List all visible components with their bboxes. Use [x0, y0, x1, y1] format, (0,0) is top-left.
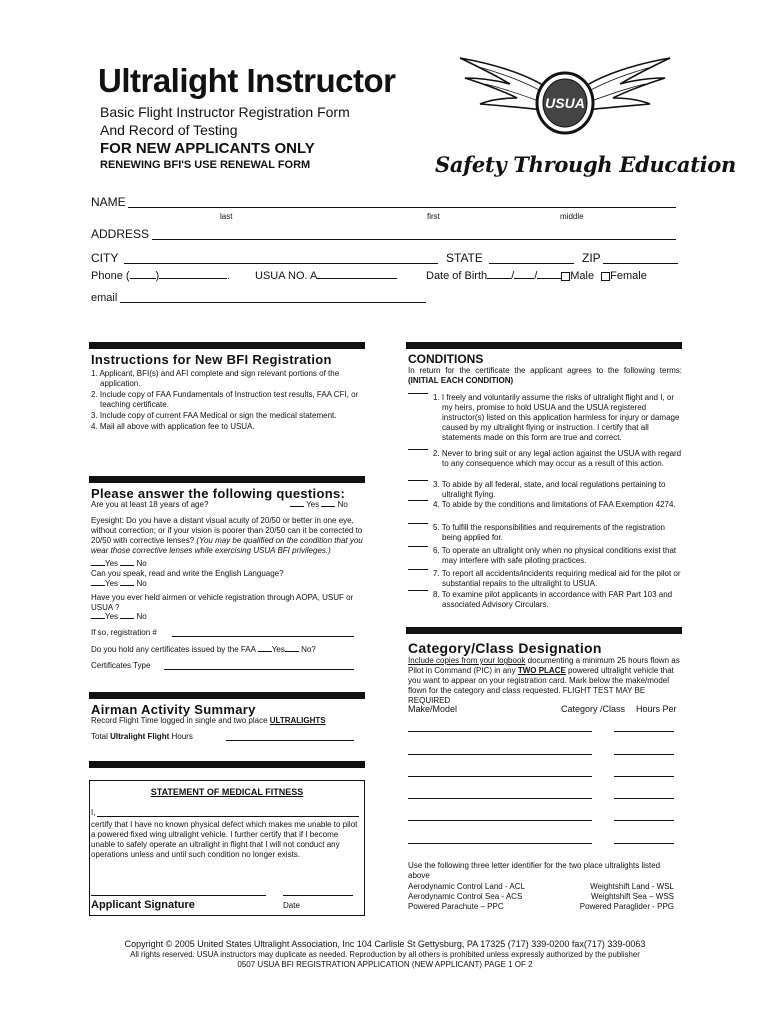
identifier-item: Powered Parachute – PPC [408, 902, 504, 911]
date-field[interactable] [283, 895, 353, 896]
airman-record-text: Record Flight Time logged in single and two place ULTRALIGHTS [91, 716, 326, 725]
condition-initial-blank[interactable] [408, 480, 428, 481]
condition-initial-blank[interactable] [408, 500, 428, 501]
condition-initial-blank[interactable] [408, 590, 428, 591]
instructions-list [91, 369, 366, 432]
medical-i-label: I, [91, 808, 96, 817]
dob-label: Date of Birth / / Male Female [426, 270, 647, 282]
eyesight-yes-blank[interactable] [91, 565, 105, 566]
eyesight-question: Eyesight: Do you have a distant visual acuity of 20/50 or better in one eye, without correction; or if your vision is poorer than 20/50 can it be corrected to 20/50 with corrective lenses? (You may be qualified on the condition that you wear those corrective lenses while exercising USUA BFI privileges.) [91, 516, 363, 555]
category-class-header: Category /Class [561, 704, 626, 714]
english-no-blank[interactable] [120, 585, 134, 586]
identifier-item: Weightshift Land - WSL [590, 882, 674, 891]
identifiers-left [408, 882, 525, 912]
conditions-bar [406, 342, 682, 349]
middle-label: middle [560, 212, 584, 221]
last-label: last [220, 212, 233, 221]
category-class-field[interactable] [614, 820, 674, 821]
email-field[interactable] [120, 302, 426, 303]
hours-header: Hours Per [636, 704, 677, 714]
make-model-header: Make/Model [408, 704, 458, 714]
identifier-item: Aerodynamic Control Sea - ACS [408, 892, 523, 901]
questions-bar [89, 476, 365, 483]
identifier-item: Weightshift Sea – WSS [591, 892, 674, 901]
age-yes-blank[interactable] [290, 506, 304, 507]
category-bar [406, 627, 682, 634]
identifier-item: Powered Paraglider - PPG [579, 902, 674, 911]
date-label: Date [283, 901, 300, 910]
english-yes-blank[interactable] [91, 585, 105, 586]
category-class-field[interactable] [614, 843, 674, 844]
slogan: Safety Through Education [435, 152, 736, 177]
category-class-field[interactable] [614, 754, 674, 755]
dob-month-field[interactable] [487, 278, 511, 279]
total-hours-field[interactable] [226, 740, 354, 741]
zip-field[interactable] [603, 263, 678, 264]
condition-item: 1. I freely and voluntarily assume the risks of ultralight flight and I, or my heirs, promise to hold USUA and the USUA registered instructor(s) listed on this application harmless for injury or damage caused by my ultralight flying or instruction. I certify that all statements made on this form are true and correct. [408, 393, 682, 443]
footer-page-id: 0507 USUA BFI REGISTRATION APPLICATION (NEW APPLICANT) PAGE 1 OF 2 [237, 960, 533, 969]
category-class-field[interactable] [614, 731, 674, 732]
english-question: Can you speak, read and write the English Language? [91, 569, 284, 578]
eyesight-no-blank[interactable] [120, 565, 134, 566]
usua-no-field[interactable] [317, 278, 397, 279]
form-subtitle-2: And Record of Testing [100, 122, 238, 138]
female-checkbox[interactable] [601, 272, 610, 281]
new-applicants-heading: FOR NEW APPLICANTS ONLY [100, 140, 315, 157]
city-field[interactable] [124, 263, 438, 264]
address-label: ADDRESS [91, 227, 150, 241]
condition-item: 6. To operate an ultralight only when no physical conditions exist that may interfere with safe piloting practices. [408, 546, 682, 566]
instructions-bar [89, 342, 365, 349]
airman-title: Airman Activity Summary [91, 702, 256, 717]
signature-label: Applicant Signature [91, 899, 195, 911]
email-label: email [91, 292, 118, 304]
identifier-note: Use the following three letter identifier for the two place ultralights listed above [408, 861, 661, 880]
footer-rights: All rights reserved. USUA instructors may duplicate as needed. Reproduction by all others is prohibited unless expressly authorized by the publisher [130, 950, 640, 959]
conditions-intro: In return for the certificate the applicant agrees to the following terms: (INITIAL EACH CONDITION) [408, 366, 682, 385]
cert-type-field[interactable] [164, 669, 354, 670]
airman-bar [89, 692, 365, 699]
medical-name-field[interactable] [97, 816, 359, 817]
footer-copyright: Copyright © 2005 United States Ultralight Association, Inc 104 Carlisle St Gettysburg, PA 17325 (717) 339-0200 fax(717) 339-0063 [124, 939, 646, 949]
first-label: first [427, 212, 440, 221]
phone-field[interactable] [159, 278, 227, 279]
category-description: Include copies from your logbook documenting a minimum 25 hours flown as Pilot in Command (PIC) in any TWO PLACE powered ultralight vehicle that you want to appear on your registration card. Mark below the make/model flown for the category and class requested. FLIGHT TEST MAY BE REQUIRED [408, 656, 680, 705]
conditions-title: CONDITIONS [408, 352, 484, 366]
condition-initial-blank[interactable] [408, 449, 428, 450]
dob-year-field[interactable] [537, 278, 561, 279]
condition-item: 3. To abide by all federal, state, and local regulations pertaining to ultralight flying. [408, 480, 682, 500]
make-model-field[interactable] [408, 731, 592, 732]
phone-label: Phone ( ) . [91, 270, 231, 282]
dob-day-field[interactable] [514, 278, 534, 279]
age-no-blank[interactable] [321, 506, 335, 507]
instructions-title: Instructions for New BFI Registration [91, 352, 332, 367]
faa-question: Do you hold any certificates issued by the FAA Yes No? [91, 645, 316, 654]
condition-initial-blank[interactable] [408, 523, 428, 524]
page-title: Ultralight Instructor [98, 62, 396, 99]
category-title: Category/Class Designation [408, 640, 602, 656]
name-label: NAME [91, 195, 126, 209]
make-model-field[interactable] [408, 754, 592, 755]
registration-answer: Yes No [91, 612, 147, 622]
registration-yes-blank[interactable] [91, 618, 105, 619]
questions-title: Please answer the following questions: [91, 486, 346, 501]
identifier-item: Aerodynamic Control Land - ACL [408, 882, 525, 891]
medical-statement: certify that I have no known physical defect which makes me unable to pilot a powered fixed wing ultralight vehicle. I further certify that if I become unable to safely operate an ultralight in flight that I will not conduct any operations unless and until such condition no longer exists. [91, 820, 358, 859]
medical-bar [89, 761, 365, 768]
state-field[interactable] [489, 263, 574, 264]
condition-item: 2. Never to bring suit or any legal action against the USUA with regard to any consequence which may occur as a result of this action. [408, 449, 682, 469]
instruction-item: 4. Mail all above with application fee to USUA. [91, 422, 255, 431]
make-model-field[interactable] [408, 798, 592, 799]
form-subtitle: Basic Flight Instructor Registration Form [100, 104, 350, 120]
name-field[interactable] [128, 207, 676, 208]
make-model-field[interactable] [408, 820, 592, 821]
condition-item: 5. To fulfill the responsibilities and requirements of the registration being applied for. [408, 523, 682, 543]
make-model-field[interactable] [408, 776, 592, 777]
address-field[interactable] [152, 239, 676, 240]
english-answer: Yes No [91, 579, 147, 589]
area-code-field[interactable] [130, 278, 156, 279]
condition-item: 8. To examine pilot applicants in accordance with FAR Part 103 and associated Advisory Circulars. [408, 590, 682, 610]
eyesight-answer: Yes No [91, 559, 147, 569]
category-class-field[interactable] [614, 776, 674, 777]
faa-yes-blank[interactable] [258, 651, 272, 652]
condition-item: 4. To abide by the conditions and limitations of FAA Exemption 4274. [408, 500, 682, 510]
condition-initial-blank[interactable] [408, 393, 428, 394]
category-class-field[interactable] [614, 798, 674, 799]
condition-initial-blank[interactable] [408, 546, 428, 547]
age-question: Are you at least 18 years of age? Yes No [91, 500, 348, 509]
cert-type-label: Certificates Type [91, 661, 151, 670]
renewing-note: RENEWING BFI'S USE RENEWAL FORM [100, 159, 311, 171]
total-hours-label: Total Ultralight Flight Hours [91, 732, 193, 741]
instruction-item: 1. Applicant, BFI(s) and AFI complete and sign relevant portions of the application. [91, 369, 340, 388]
male-checkbox[interactable] [561, 272, 570, 281]
faa-no-blank[interactable] [285, 651, 299, 652]
city-label: CITY [91, 251, 119, 265]
state-label: STATE [446, 251, 483, 265]
zip-label: ZIP [582, 251, 601, 265]
identifiers-right [560, 882, 674, 912]
registration-number-label: If so, registration # [91, 628, 157, 637]
condition-initial-blank[interactable] [408, 569, 428, 570]
registration-number-field[interactable] [172, 636, 354, 637]
medical-title: STATEMENT OF MEDICAL FITNESS [150, 787, 304, 797]
condition-item: 7. To report all accidents/incidents requiring medical aid for the pilot or substantial repairs to the ultralight to USUA. [408, 569, 682, 589]
usua-wings-logo [455, 48, 675, 148]
registration-question: Have you ever held airmen or vehicle registration through AOPA, USUF or USUA ? [91, 593, 354, 612]
usua-no-label: USUA NO. A [255, 270, 397, 283]
instruction-item: 3. Include copy of current FAA Medical or sign the medical statement. [91, 411, 337, 420]
registration-no-blank[interactable] [120, 618, 134, 619]
make-model-field[interactable] [408, 843, 592, 844]
signature-field[interactable] [91, 895, 266, 896]
svg-text:USUA: USUA [545, 95, 585, 111]
instruction-item: 2. Include copy of FAA Fundamentals of Instruction test results, FAA CFI, or teaching certificate. [91, 390, 359, 409]
